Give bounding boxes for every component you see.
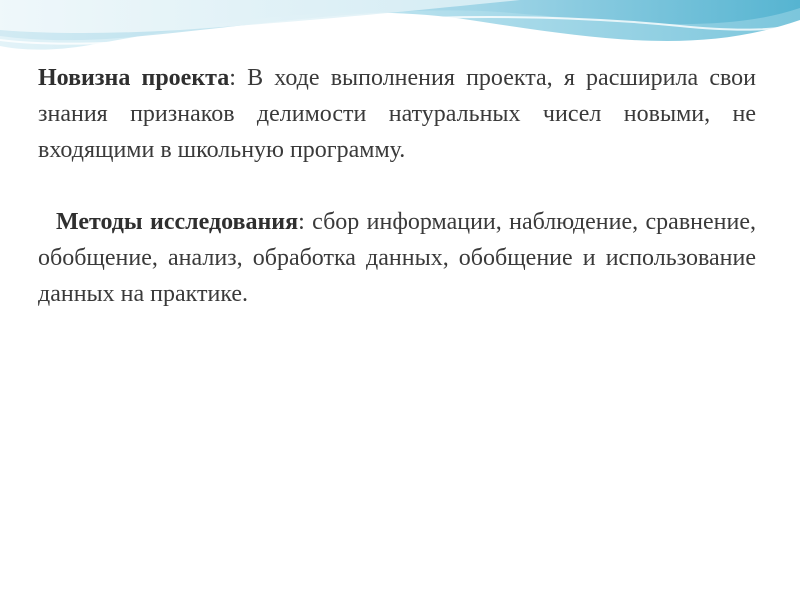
novelty-label: Новизна проекта: [38, 65, 230, 91]
wave-front: [0, 0, 520, 33]
methods-paragraph: [38, 204, 756, 312]
novelty-text: : В ходе выполнения проекта, я расширила свои знания признаков делимости натуральных чисел новыми, не входящими в школьную программу.: [38, 65, 756, 163]
slide-body: [38, 60, 756, 312]
methods-text: : сбор информации, наблюдение, сравнение, обобщение, анализ, обработка данных, обобщение и использование данных на практике.: [38, 209, 756, 307]
methods-label: Методы исследования: [56, 209, 299, 235]
novelty-paragraph: [38, 60, 756, 168]
